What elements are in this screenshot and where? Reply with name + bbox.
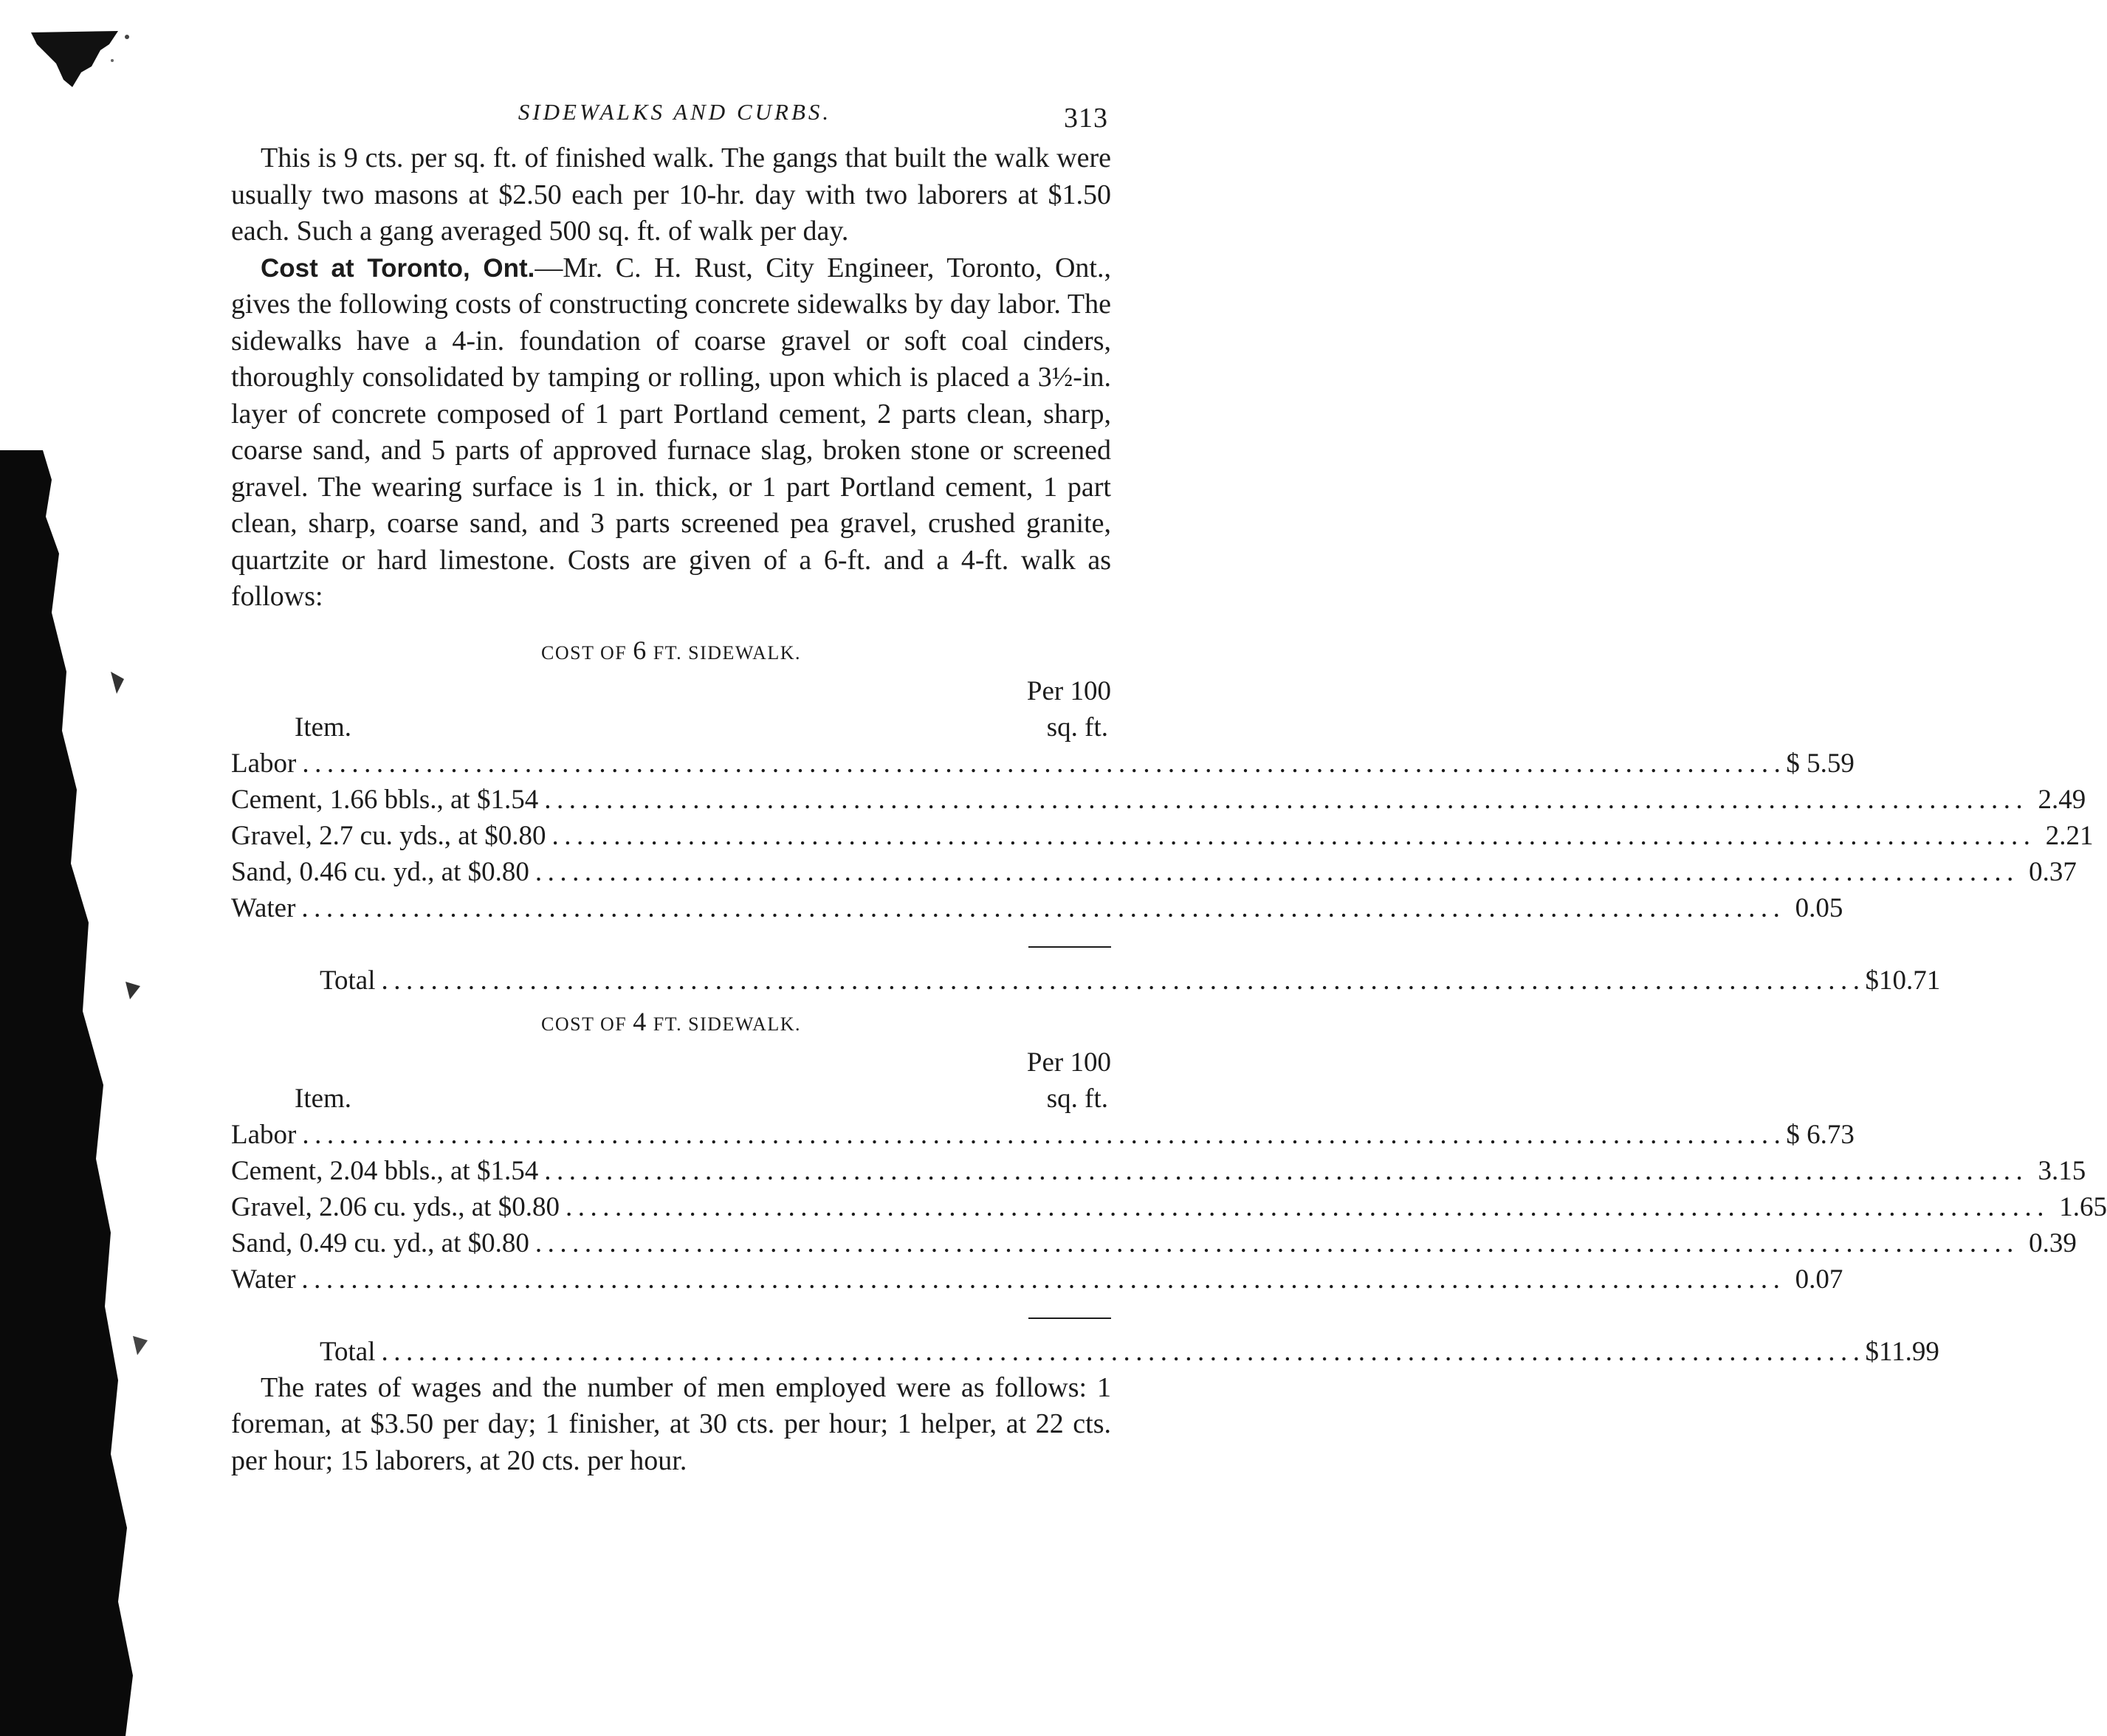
dot-leader: ........................................................................................................................ [535, 1227, 2019, 1258]
row-amount: 3.15 [2038, 1155, 2086, 1186]
running-head [231, 81, 1111, 140]
table-row [231, 818, 2094, 854]
table-row [231, 1261, 1843, 1298]
row-amount: 1.65 [2059, 1191, 2107, 1222]
run-in-heading: Cost at Toronto, Ont. [261, 253, 535, 283]
table-title-suffix: FT. SIDEWALK. [647, 641, 801, 664]
row-label: Cement, 2.04 bbls., at $1.54 [231, 1155, 539, 1186]
dot-leader: ........................................................................................................................ [551, 820, 2036, 851]
total-label: Total [320, 1336, 376, 1367]
row-amount: 2.21 [2045, 820, 2094, 851]
total-rule [231, 926, 1111, 962]
table-header-unit-row [231, 1044, 1111, 1081]
table-header-row [231, 1081, 1111, 1117]
cost-table-6ft [231, 673, 2094, 999]
row-label: Water [231, 892, 296, 923]
cost-table-4ft [231, 1044, 2107, 1370]
table-title-prefix: COST OF [540, 1013, 633, 1035]
row-amount: $ 5.59 [1786, 748, 1855, 779]
row-label: Sand, 0.49 cu. yd., at $0.80 [231, 1227, 529, 1258]
unit-header-line2: sq. ft. [1046, 712, 1108, 743]
paragraph-1-text: This is 9 cts. per sq. ft. of finished walk. The gangs that built the walk were usually two masons at $2.50 each per 10-hr. day with two laborers at $1.50 each. Such a gang averaged 500 sq. ft. of walk per day. [231, 142, 1111, 247]
table-row [231, 1153, 2086, 1189]
item-header: Item. [295, 712, 352, 743]
paragraph-2 [231, 250, 1111, 616]
row-label: Labor [231, 748, 297, 779]
dot-leader: ........................................................................................................................ [301, 892, 1786, 923]
paragraph-1 [231, 140, 1111, 250]
table-row [231, 854, 2077, 890]
row-amount: 0.07 [1795, 1264, 1843, 1295]
unit-header-line1: Per 100 [1026, 675, 1111, 706]
table-row [231, 890, 1843, 926]
scan-corner-smudge [30, 28, 140, 94]
total-amount: $11.99 [1865, 1336, 1939, 1367]
row-amount: $ 6.73 [1786, 1119, 1855, 1150]
dot-leader: ........................................................................................................................ [302, 1119, 1787, 1150]
table-header-unit-row [231, 673, 1111, 709]
total-row [231, 1334, 1939, 1370]
row-label: Gravel, 2.7 cu. yds., at $0.80 [231, 820, 546, 851]
dot-leader: ........................................................................................................................ [381, 1336, 1866, 1367]
table-row [231, 782, 2086, 818]
row-amount: 0.05 [1795, 892, 1843, 923]
row-label: Sand, 0.46 cu. yd., at $0.80 [231, 856, 529, 887]
dot-leader: ........................................................................................................................ [535, 856, 2019, 887]
paragraph-3 [231, 1370, 1111, 1480]
table-row [231, 1225, 2077, 1261]
dot-leader: ........................................................................................................................ [544, 784, 2029, 815]
running-title: SIDEWALKS AND CURBS. [518, 99, 832, 125]
table-title-number: 4 [633, 1006, 647, 1036]
table-row [231, 1189, 2107, 1225]
table-row [231, 745, 1855, 782]
table-title-4ft [231, 1006, 1111, 1037]
scan-edge-shadow [0, 450, 155, 1736]
total-row [231, 962, 1941, 999]
table-title-6ft [231, 635, 1111, 666]
table-title-number: 6 [633, 635, 647, 665]
dot-leader: ........................................................................................................................ [301, 1264, 1786, 1295]
table-title-suffix: FT. SIDEWALK. [647, 1013, 801, 1035]
unit-header-line2: sq. ft. [1046, 1083, 1108, 1114]
dot-leader: ........................................................................................................................ [565, 1191, 2049, 1222]
row-amount: 0.39 [2029, 1227, 2077, 1258]
page-content [231, 81, 2107, 1479]
table-header-row [231, 709, 1111, 745]
paragraph-2-text: —Mr. C. H. Rust, City Engineer, Toronto, Ont., gives the following costs of constructing concrete sidewalks by day labor. The sidewalks have a 4-in. foundation of coarse gravel or soft coal cinders, thoroughly consolidated by tamping or rolling, upon which is placed a 3½-in. layer of concrete composed of 1 part Portland cement, 2 parts clean, sharp, coarse sand, and 5 parts of approved furnace slag, broken stone or screened gravel. The wearing surface is 1 in. thick, or 1 part Portland cement, 1 part clean, sharp, coarse sand, and 3 parts screened pea gravel, crushed granite, quartzite or hard limestone. Costs are given of a 6-ft. and a 4-ft. walk as follows: [231, 252, 1111, 612]
item-header: Item. [295, 1083, 352, 1114]
total-rule [231, 1298, 1111, 1334]
dot-leader: ........................................................................................................................ [381, 965, 1866, 996]
total-amount: $10.71 [1865, 965, 1941, 996]
row-label: Gravel, 2.06 cu. yds., at $0.80 [231, 1191, 560, 1222]
page-number: 313 [1064, 103, 1108, 134]
dot-leader: ........................................................................................................................ [544, 1155, 2029, 1186]
row-label: Cement, 1.66 bbls., at $1.54 [231, 784, 539, 815]
paragraph-3-text: The rates of wages and the number of men employed were as follows: 1 foreman, at $3.50 per day; 1 finisher, at 30 cts. per hour; 1 helper, at 22 cts. per hour; 15 laborers, at 20 cts. per hour. [231, 1371, 1111, 1476]
unit-header-line1: Per 100 [1026, 1047, 1111, 1078]
row-label: Water [231, 1264, 296, 1295]
dot-leader: ........................................................................................................................ [302, 748, 1787, 779]
total-label: Total [320, 965, 376, 996]
table-row [231, 1117, 1855, 1153]
row-amount: 2.49 [2038, 784, 2086, 815]
row-label: Labor [231, 1119, 297, 1150]
row-amount: 0.37 [2029, 856, 2077, 887]
table-title-prefix: COST OF [540, 641, 633, 664]
